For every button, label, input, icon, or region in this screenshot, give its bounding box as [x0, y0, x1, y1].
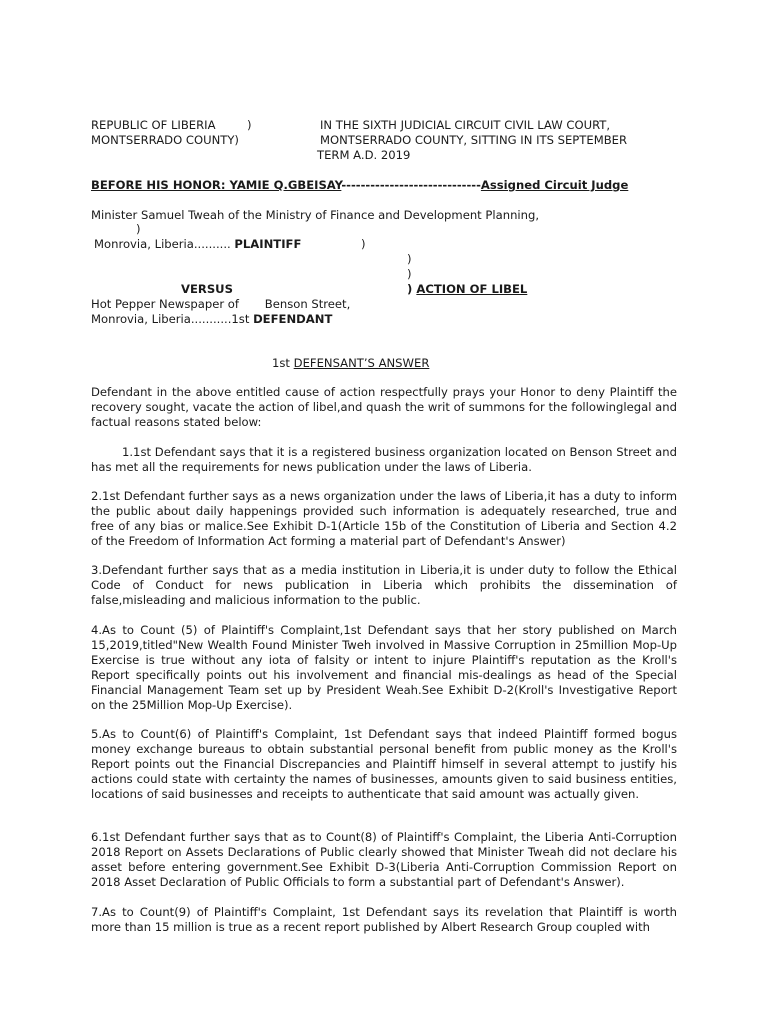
judge-name: BEFORE HIS HONOR: YAMIE Q.GBEISAY: [91, 178, 342, 192]
versus-label: VERSUS: [181, 282, 233, 296]
paragraph-4: 4.As to Count (5) of Plaintiff's Complaint,1st Defendant says that her story published on March 15,2019,titled"New Wealth Found Minister Tweh involved in Massive Corruption in 25million Mop-Up Exercise is true without any iota of falsity or intent to injure Plaintiff's reputation as the Kroll's Report specifically points out his involvement and financial mis-dealings as head of the Special Financial Management Team set up by President Weah.See Exhibit D-2(Kroll's Investigative Report on the 25Million Mop-Up Exercise).: [91, 623, 677, 712]
defendant-location: Monrovia, Liberia...........1st: [91, 312, 250, 326]
paren-d: ): [407, 267, 412, 281]
paragraph-6: 6.1st Defendant further says that as to Count(8) of Plaintiff's Complaint, the Liberia Anti-Corruption 2018 Report on Assets Declarations of Public clearly showed that Minister Tweah did not declare his asset before entering government.See Exhibit D-3(Liberia Anti-Corruption Commission Report on 2018 Asset Declaration of Public Officials to form a substantial part of Defendant's Answer).: [91, 830, 677, 889]
paren-b: ): [361, 237, 366, 251]
defendant-line2: [91, 312, 332, 327]
paragraph-1: 1.1st Defendant says that it is a registered business organization located on Benson Street and has met all the requirements for news publication under the laws of Liberia.: [91, 445, 677, 474]
caption-republic: REPUBLIC OF LIBERIA: [91, 118, 216, 132]
before-his-honor: [91, 178, 628, 193]
answer-heading: [272, 356, 429, 371]
action-of-libel: ACTION OF LIBEL: [416, 282, 528, 296]
paren-e: ): [407, 282, 413, 296]
plaintiff-line1: Minister Samuel Tweah of the Ministry of Finance and Development Planning,: [91, 208, 540, 222]
caption-county: MONTSERRADO COUNTY): [91, 133, 239, 147]
paragraph-7: 7.As to Count(9) of Plaintiff's Complaint, 1st Defendant says its revelation that Plaintiff is worth more than 15 million is true as a recent report published by Albert Research Group coupled with: [91, 905, 677, 934]
caption-court-line1: IN THE SIXTH JUDICIAL CIRCUIT CIVIL LAW COURT,: [320, 118, 611, 132]
paren-a: ): [136, 222, 141, 236]
heading-title: DEFENSANT’S ANSWER: [293, 356, 430, 370]
plaintiff-location: Monrovia, Liberia..........: [94, 237, 231, 251]
judge-role: Assigned Circuit Judge: [480, 178, 629, 192]
paragraph-3: 3.Defendant further says that as a media institution in Liberia,it is under duty to follow the Ethical Code of Conduct for news publication in Liberia which prohibits the dissemination of false,misleading and malicious information to the public.: [91, 563, 677, 607]
paragraph-5: 5.As to Count(6) of Plaintiff's Complaint, 1st Defendant says that indeed Plaintiff formed bogus money exchange bureaus to obtain substantial personal benefit from public money as the Kroll's Report points out the Financial Discrepancies and Plaintiff himself in several attempt to justify his actions could state with certainty the names of businesses, amounts given to said business entities, locations of said businesses and receipts to authenticate that said amount was actually given.: [91, 727, 677, 801]
plaintiff-label: PLAINTIFF: [234, 237, 302, 251]
dash-line: -----------------------------: [341, 178, 481, 192]
paragraph-2: 2.1st Defendant further says as a news organization under the laws of Liberia,it has a duty to inform the public about daily happenings provided such information is adequately researched, true and free of any bias or malice.See Exhibit D-1(Article 15b of the Constitution of Liberia and Section 4.2 of the Freedom of Information Act forming a material part of Defendant's Answer): [91, 489, 677, 548]
caption-court-line2: MONTSERRADO COUNTY, SITTING IN ITS SEPTEMBER: [320, 133, 628, 147]
heading-prefix: 1st: [272, 356, 290, 370]
intro-paragraph: Defendant in the above entitled cause of action respectfully prays your Honor to deny Plaintiff the recovery sought, vacate the action of libel,and quash the writ of summons for the followinglegal and factual reasons stated below:: [91, 385, 677, 429]
action-line: [407, 282, 527, 297]
plaintiff-line2: [94, 237, 301, 252]
paren-c: ): [407, 252, 412, 266]
defendant-line1: Hot Pepper Newspaper of Benson Street,: [91, 297, 351, 311]
defendant-label: DEFENDANT: [253, 312, 333, 326]
caption-court-line3: TERM A.D. 2019: [317, 148, 411, 162]
caption-paren: ): [247, 118, 252, 132]
